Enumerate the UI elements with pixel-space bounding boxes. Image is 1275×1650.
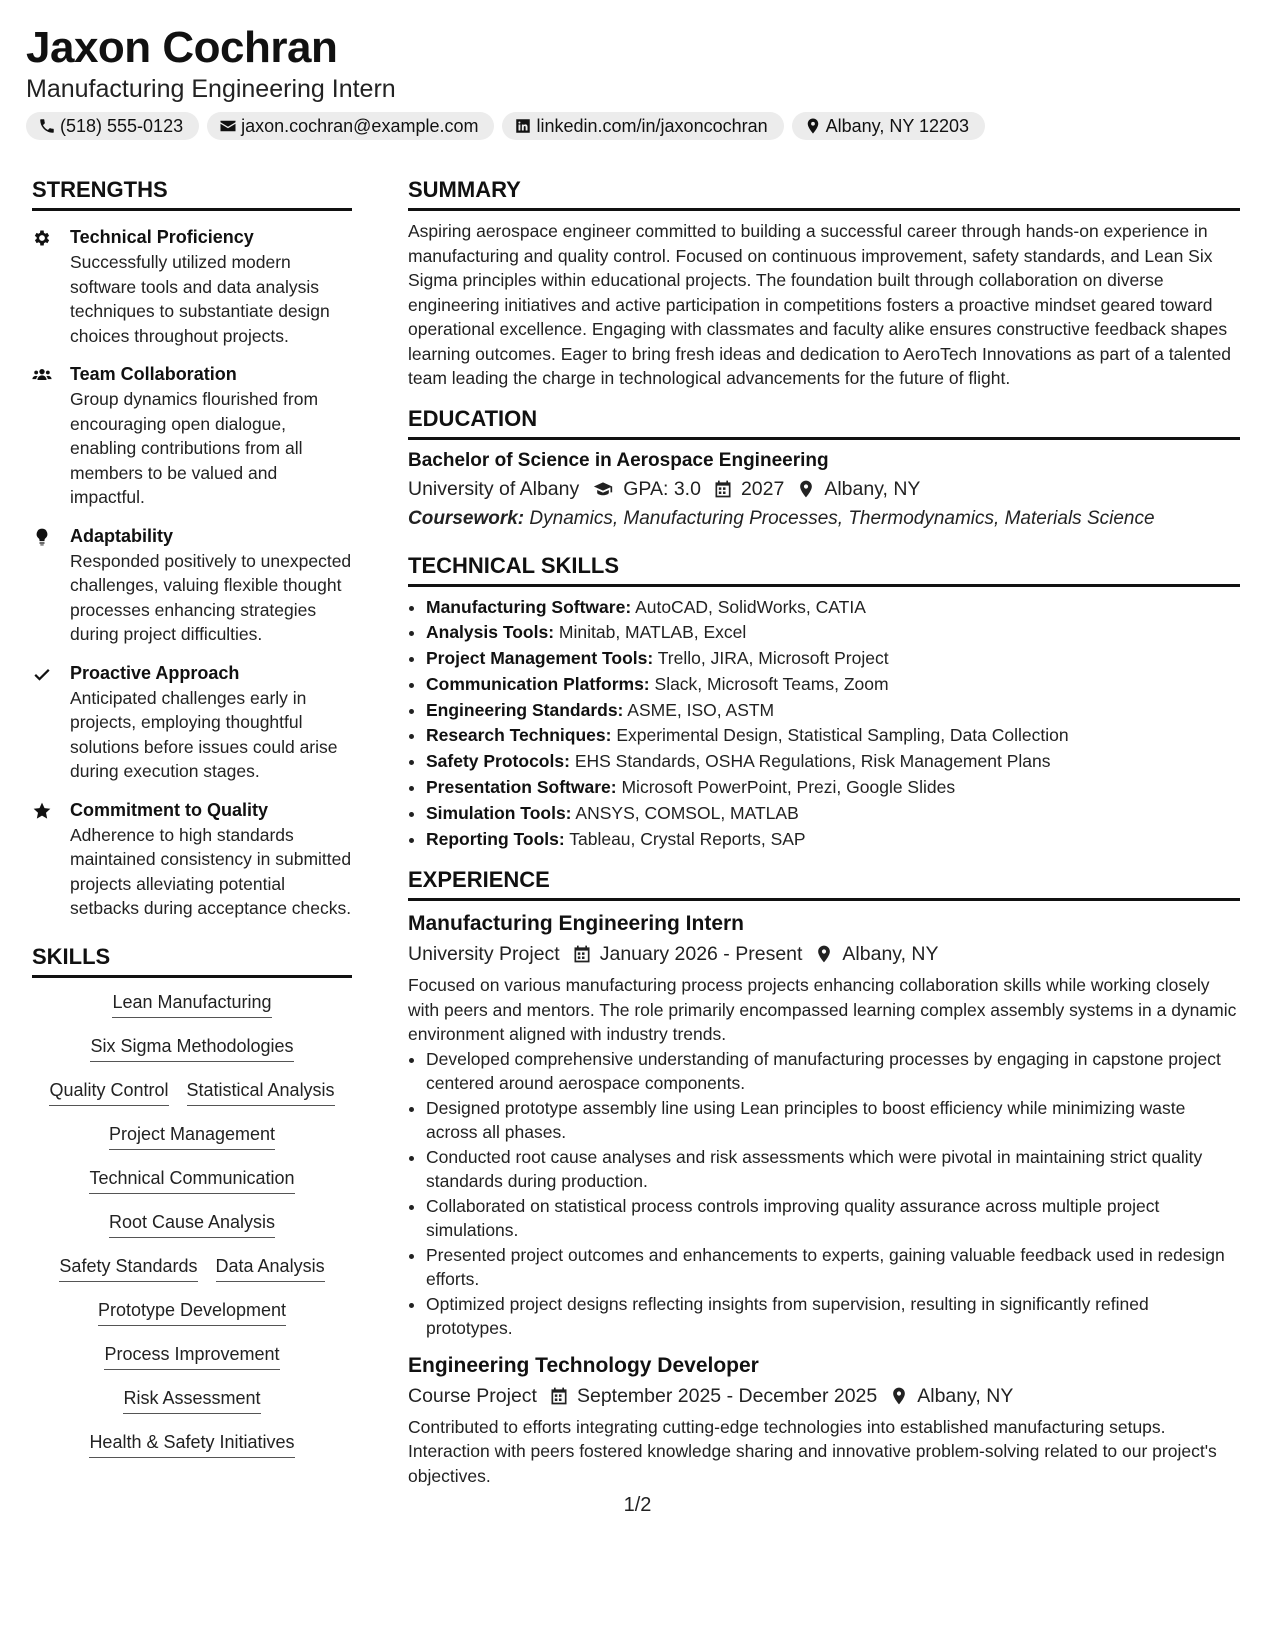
linkedin-text: linkedin.com/in/jaxoncochran: [536, 115, 768, 136]
job-description: Contributed to efforts integrating cutting-edge technologies into established manufacturing setups. Interaction with peers fostered knowledge sharing and innovative problem-solving related to our project's objectives.: [408, 1416, 1217, 1486]
job-org: Course Project: [408, 1384, 537, 1407]
users-icon: [32, 365, 52, 385]
job-bullets: [408, 1047, 1240, 1341]
skill-tag: Lean Manufacturing: [112, 990, 271, 1018]
coursework-list: Dynamics, Manufacturing Processes, Thermodynamics, Materials Science: [529, 507, 1155, 529]
job-dates: January 2026 - Present: [599, 943, 803, 966]
strength-title: Adaptability: [70, 525, 174, 546]
job-title: Engineering Technology Developer: [408, 1353, 759, 1377]
list-item: • Manufacturing Software: AutoCAD, SolidWorks, CATIA: [426, 595, 1240, 621]
location-text: Albany, NY 12203: [825, 115, 970, 136]
map-pin-icon: [889, 1386, 909, 1406]
skill-tag: Health & Safety Initiatives: [89, 1430, 294, 1458]
envelope-icon: [219, 117, 237, 135]
skill-tag: Quality Control: [49, 1078, 168, 1106]
skills-heading: SKILLS: [32, 943, 352, 978]
lightbulb-icon: [32, 527, 52, 547]
strength-title: Commitment to Quality: [70, 799, 269, 820]
gpa-text: GPA: 3.0: [623, 477, 701, 500]
job-org: University Project: [408, 943, 560, 966]
check-icon: [32, 664, 52, 684]
phone-chip[interactable]: [26, 112, 199, 140]
candidate-name: Jaxon Cochran: [26, 23, 338, 72]
job-meta: [408, 939, 1240, 969]
summary-heading: SUMMARY: [408, 176, 1240, 211]
calendar-icon: [549, 1386, 569, 1406]
strength-title: Team Collaboration: [70, 364, 237, 384]
star-icon: [32, 801, 52, 821]
email-chip[interactable]: [207, 112, 494, 140]
strength-item: [32, 524, 352, 647]
skills-list: [32, 990, 352, 1474]
skill-tag: Safety Standards: [59, 1254, 197, 1282]
list-item: • Conducted root cause analyses and risk assessments which were pivotal in maintaining strict quality standards during production.: [426, 1145, 1240, 1194]
contact-bar: [26, 112, 1249, 140]
strengths-heading: STRENGTHS: [32, 176, 352, 211]
graduation-year: 2027: [740, 477, 785, 500]
strength-item: [32, 661, 352, 784]
skill-tag: Root Cause Analysis: [109, 1210, 275, 1238]
strength-title: Technical Proficiency: [70, 227, 254, 247]
linkedin-chip[interactable]: [502, 112, 783, 140]
list-item: • Designed prototype assembly line using Lean principles to boost efficiency while minimizing waste across all phases.: [426, 1096, 1240, 1145]
phone-text: (518) 555-0123: [60, 115, 184, 136]
email-text: jaxon.cochran@example.com: [241, 115, 479, 136]
job-location: Albany, NY: [917, 1384, 1014, 1407]
candidate-title: Manufacturing Engineering Intern: [26, 75, 396, 103]
list-item: • Reporting Tools: Tableau, Crystal Reports, SAP: [426, 827, 1240, 853]
coursework-label: Coursework:: [408, 507, 525, 529]
job-meta: [408, 1381, 1240, 1411]
map-pin-icon: [796, 479, 816, 499]
strength-item: [32, 798, 352, 921]
job-location: Albany, NY: [842, 943, 939, 966]
list-item: • Analysis Tools: Minitab, MATLAB, Excel: [426, 620, 1240, 646]
education-location: Albany, NY: [824, 477, 921, 500]
strength-desc: Adherence to high standards maintained consistency in submitted projects alleviating potential setbacks during acceptance checks.: [70, 824, 352, 918]
job-dates: September 2025 - December 2025: [576, 1384, 878, 1407]
calendar-icon: [572, 944, 592, 964]
gear-icon: [32, 228, 52, 248]
job-description: Focused on various manufacturing process projects enhancing collaboration skills while working closely with peers and mentors. The role primarily encompassed learning complex assembly systems in a dynamic environment aligned with industry trends.: [408, 975, 1237, 1045]
graduation-cap-icon: [591, 479, 615, 499]
summary-text: Aspiring aerospace engineer committed to building a successful career through hands-on experience in manufacturing and quality control. Focused on continuous improvement, safety standards, and Lean Six Sigma principles within educational projects. The foundation built through collaboration on diverse engineering initiatives and active participation in competitions fosters a proactive mindset geared toward operational excellence. Engaging with classmates and faculty alike ensures constructive feedback shapes learning outcomes. Eager to bring fresh ideas and dedication to AeroTech Innovations as part of a talented team leading the charge in technological advancements for the future of flight.: [408, 221, 1232, 388]
right-column: [408, 176, 1240, 1488]
calendar-icon: [713, 479, 733, 499]
skill-tag: Project Management: [109, 1122, 275, 1150]
education-heading: EDUCATION: [408, 405, 1240, 440]
strength-title: Proactive Approach: [70, 662, 240, 683]
list-item: • Engineering Standards: ASME, ISO, ASTM: [426, 698, 1240, 724]
skill-tag: Risk Assessment: [123, 1386, 260, 1414]
coursework: [408, 504, 1240, 534]
skill-tag: Prototype Development: [98, 1298, 286, 1326]
map-pin-icon: [814, 944, 834, 964]
degree-title: Bachelor of Science in Aerospace Engineering: [408, 449, 829, 471]
phone-icon: [38, 117, 56, 135]
list-item: • Safety Protocols: EHS Standards, OSHA Regulations, Risk Management Plans: [426, 749, 1240, 775]
technical-skills-list: [408, 595, 1240, 853]
page-number: 1/2: [623, 1494, 652, 1516]
list-item: • Optimized project designs reflecting insights from supervision, resulting in significantly refined prototypes.: [426, 1292, 1240, 1341]
list-item: • Presented project outcomes and enhancements to experts, gaining valuable feedback used in redesign efforts.: [426, 1243, 1240, 1292]
list-item: • Simulation Tools: ANSYS, COMSOL, MATLAB: [426, 801, 1240, 827]
technical-skills-heading: TECHNICAL SKILLS: [408, 552, 1240, 587]
strength-item: [32, 225, 352, 348]
skill-tag: Statistical Analysis: [187, 1078, 335, 1106]
skill-tag: Data Analysis: [216, 1254, 325, 1282]
linkedin-icon: [514, 117, 532, 135]
skill-tag: Process Improvement: [104, 1342, 279, 1370]
list-item: • Developed comprehensive understanding of manufacturing processes by engaging in capstone project centered around aerospace components.: [426, 1047, 1240, 1096]
list-item: • Research Techniques: Experimental Design, Statistical Sampling, Data Collection: [426, 723, 1240, 749]
list-item: • Collaborated on statistical process controls improving quality assurance across multiple project simulations.: [426, 1194, 1240, 1243]
strength-item: [32, 362, 352, 510]
experience-heading: EXPERIENCE: [408, 866, 1240, 901]
job-title: Manufacturing Engineering Intern: [408, 912, 745, 936]
location-chip: [792, 112, 985, 140]
list-item: • Communication Platforms: Slack, Microsoft Teams, Zoom: [426, 672, 1240, 698]
list-item: • Project Management Tools: Trello, JIRA, Microsoft Project: [426, 646, 1240, 672]
strength-desc: Successfully utilized modern software tools and data analysis techniques to substantiate design choices throughout projects.: [70, 252, 330, 346]
left-column: [32, 176, 352, 1474]
skill-tag: Technical Communication: [89, 1166, 294, 1194]
skill-tag: Six Sigma Methodologies: [90, 1034, 293, 1062]
strength-desc: Group dynamics flourished from encouraging open dialogue, enabling contributions from all members to be valued and impactful.: [70, 389, 319, 507]
education-meta: [408, 474, 1240, 504]
resume-header: [26, 22, 1249, 140]
strength-desc: Anticipated challenges early in projects, employing thoughtful solutions before issues could arise during execution stages.: [70, 687, 338, 781]
list-item: • Presentation Software: Microsoft PowerPoint, Prezi, Google Slides: [426, 775, 1240, 801]
strength-desc: Responded positively to unexpected challenges, valuing flexible thought processes enhancing strategies during project difficulties.: [70, 550, 352, 644]
map-pin-icon: [804, 117, 822, 135]
school-name: University of Albany: [408, 477, 580, 500]
